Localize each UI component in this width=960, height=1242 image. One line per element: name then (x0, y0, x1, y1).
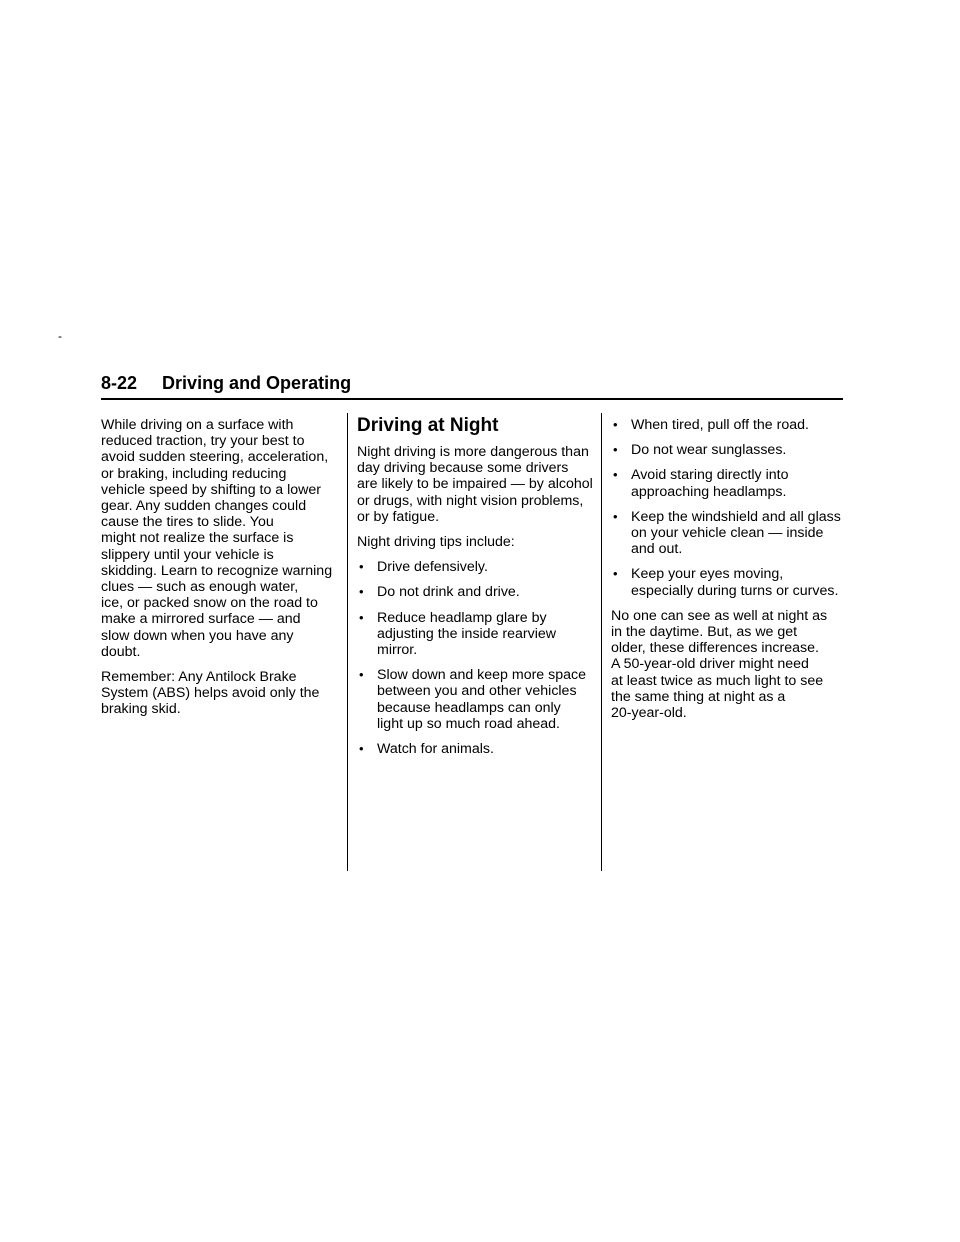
column-right (611, 417, 851, 730)
list-item-text: Do not wear sunglasses. (631, 442, 787, 459)
bullet-icon: • (359, 609, 364, 625)
list-item (357, 667, 593, 732)
heading-driving-at-night: Driving at Night (357, 415, 499, 436)
bullet-icon: • (359, 667, 364, 683)
list-item-text: Reduce headlamp glare by adjusting the inside rearview mirror. (377, 609, 557, 659)
bullet-icon: • (359, 559, 364, 575)
bullet-icon: • (613, 442, 618, 458)
night-vision-age-paragraph: No one can see as well at night as in the daytime. But, as we get older, these differences increase. A 50-year-old driver might need at least twice as much light to see the same thing at night as a 20-year-old. (611, 607, 828, 722)
reduced-traction-paragraph: While driving on a surface with reduced traction, try your best to avoid sudden steering, acceleration, or braking, including reducing vehicle speed by shifting to a lower gear. Any sudden changes could cause the tires to slide. You might not realize the surface is slippery until your vehicle is skidding. Learn to recognize warning clues — such as enough water, ice, or packed snow on the road to make a mirrored surface — and slow down when you have any doubt. (101, 417, 333, 660)
list-item (611, 509, 851, 558)
bullet-icon: • (613, 467, 618, 483)
bullet-icon: • (613, 417, 618, 432)
list-item-text: Drive defensively. (377, 559, 488, 576)
bullet-icon: • (613, 566, 618, 582)
list-item-text: Avoid staring directly into approaching headlamps. (631, 467, 789, 500)
list-item-text: Watch for animals. (377, 741, 494, 758)
list-item-text: Do not drink and drive. (377, 584, 520, 601)
bullet-icon: • (359, 584, 364, 600)
list-item (611, 442, 851, 458)
column-left (101, 417, 339, 727)
bullet-icon: • (613, 508, 618, 524)
list-item-text: Slow down and keep more space between you and other vehicles because headlamps can only light up so much road ahead. (377, 667, 586, 732)
list-item (357, 610, 593, 659)
page-number: 8-22 (101, 373, 138, 393)
list-item-text: When tired, pull off the road. (631, 417, 809, 433)
list-item (611, 417, 851, 433)
page-header (101, 372, 843, 400)
list-item-text: Keep the windshield and all glass on your vehicle clean — inside and out. (631, 508, 841, 558)
section-title: Driving and Operating (162, 373, 352, 393)
night-tips-list-continued (611, 417, 851, 599)
column-divider-2 (601, 413, 602, 871)
bullet-icon: • (359, 741, 364, 757)
list-item (357, 559, 593, 575)
list-item (357, 741, 593, 757)
tips-label: Night driving tips include: (357, 534, 515, 551)
column-divider-1 (347, 413, 348, 871)
abs-paragraph: Remember: Any Antilock Brake System (ABS) helps avoid only the braking skid. (101, 669, 320, 718)
list-item (357, 584, 593, 600)
column-middle (357, 413, 593, 766)
corner-mark: - (58, 329, 62, 343)
night-tips-list (357, 559, 593, 757)
list-item-text: Keep your eyes moving, especially during turns or curves. (631, 566, 839, 599)
night-driving-intro: Night driving is more dangerous than day driving because some drivers are likely to be impaired — by alcohol or drugs, with night vision problems, or by fatigue. (357, 444, 593, 525)
list-item (611, 566, 851, 598)
list-item (611, 467, 851, 499)
